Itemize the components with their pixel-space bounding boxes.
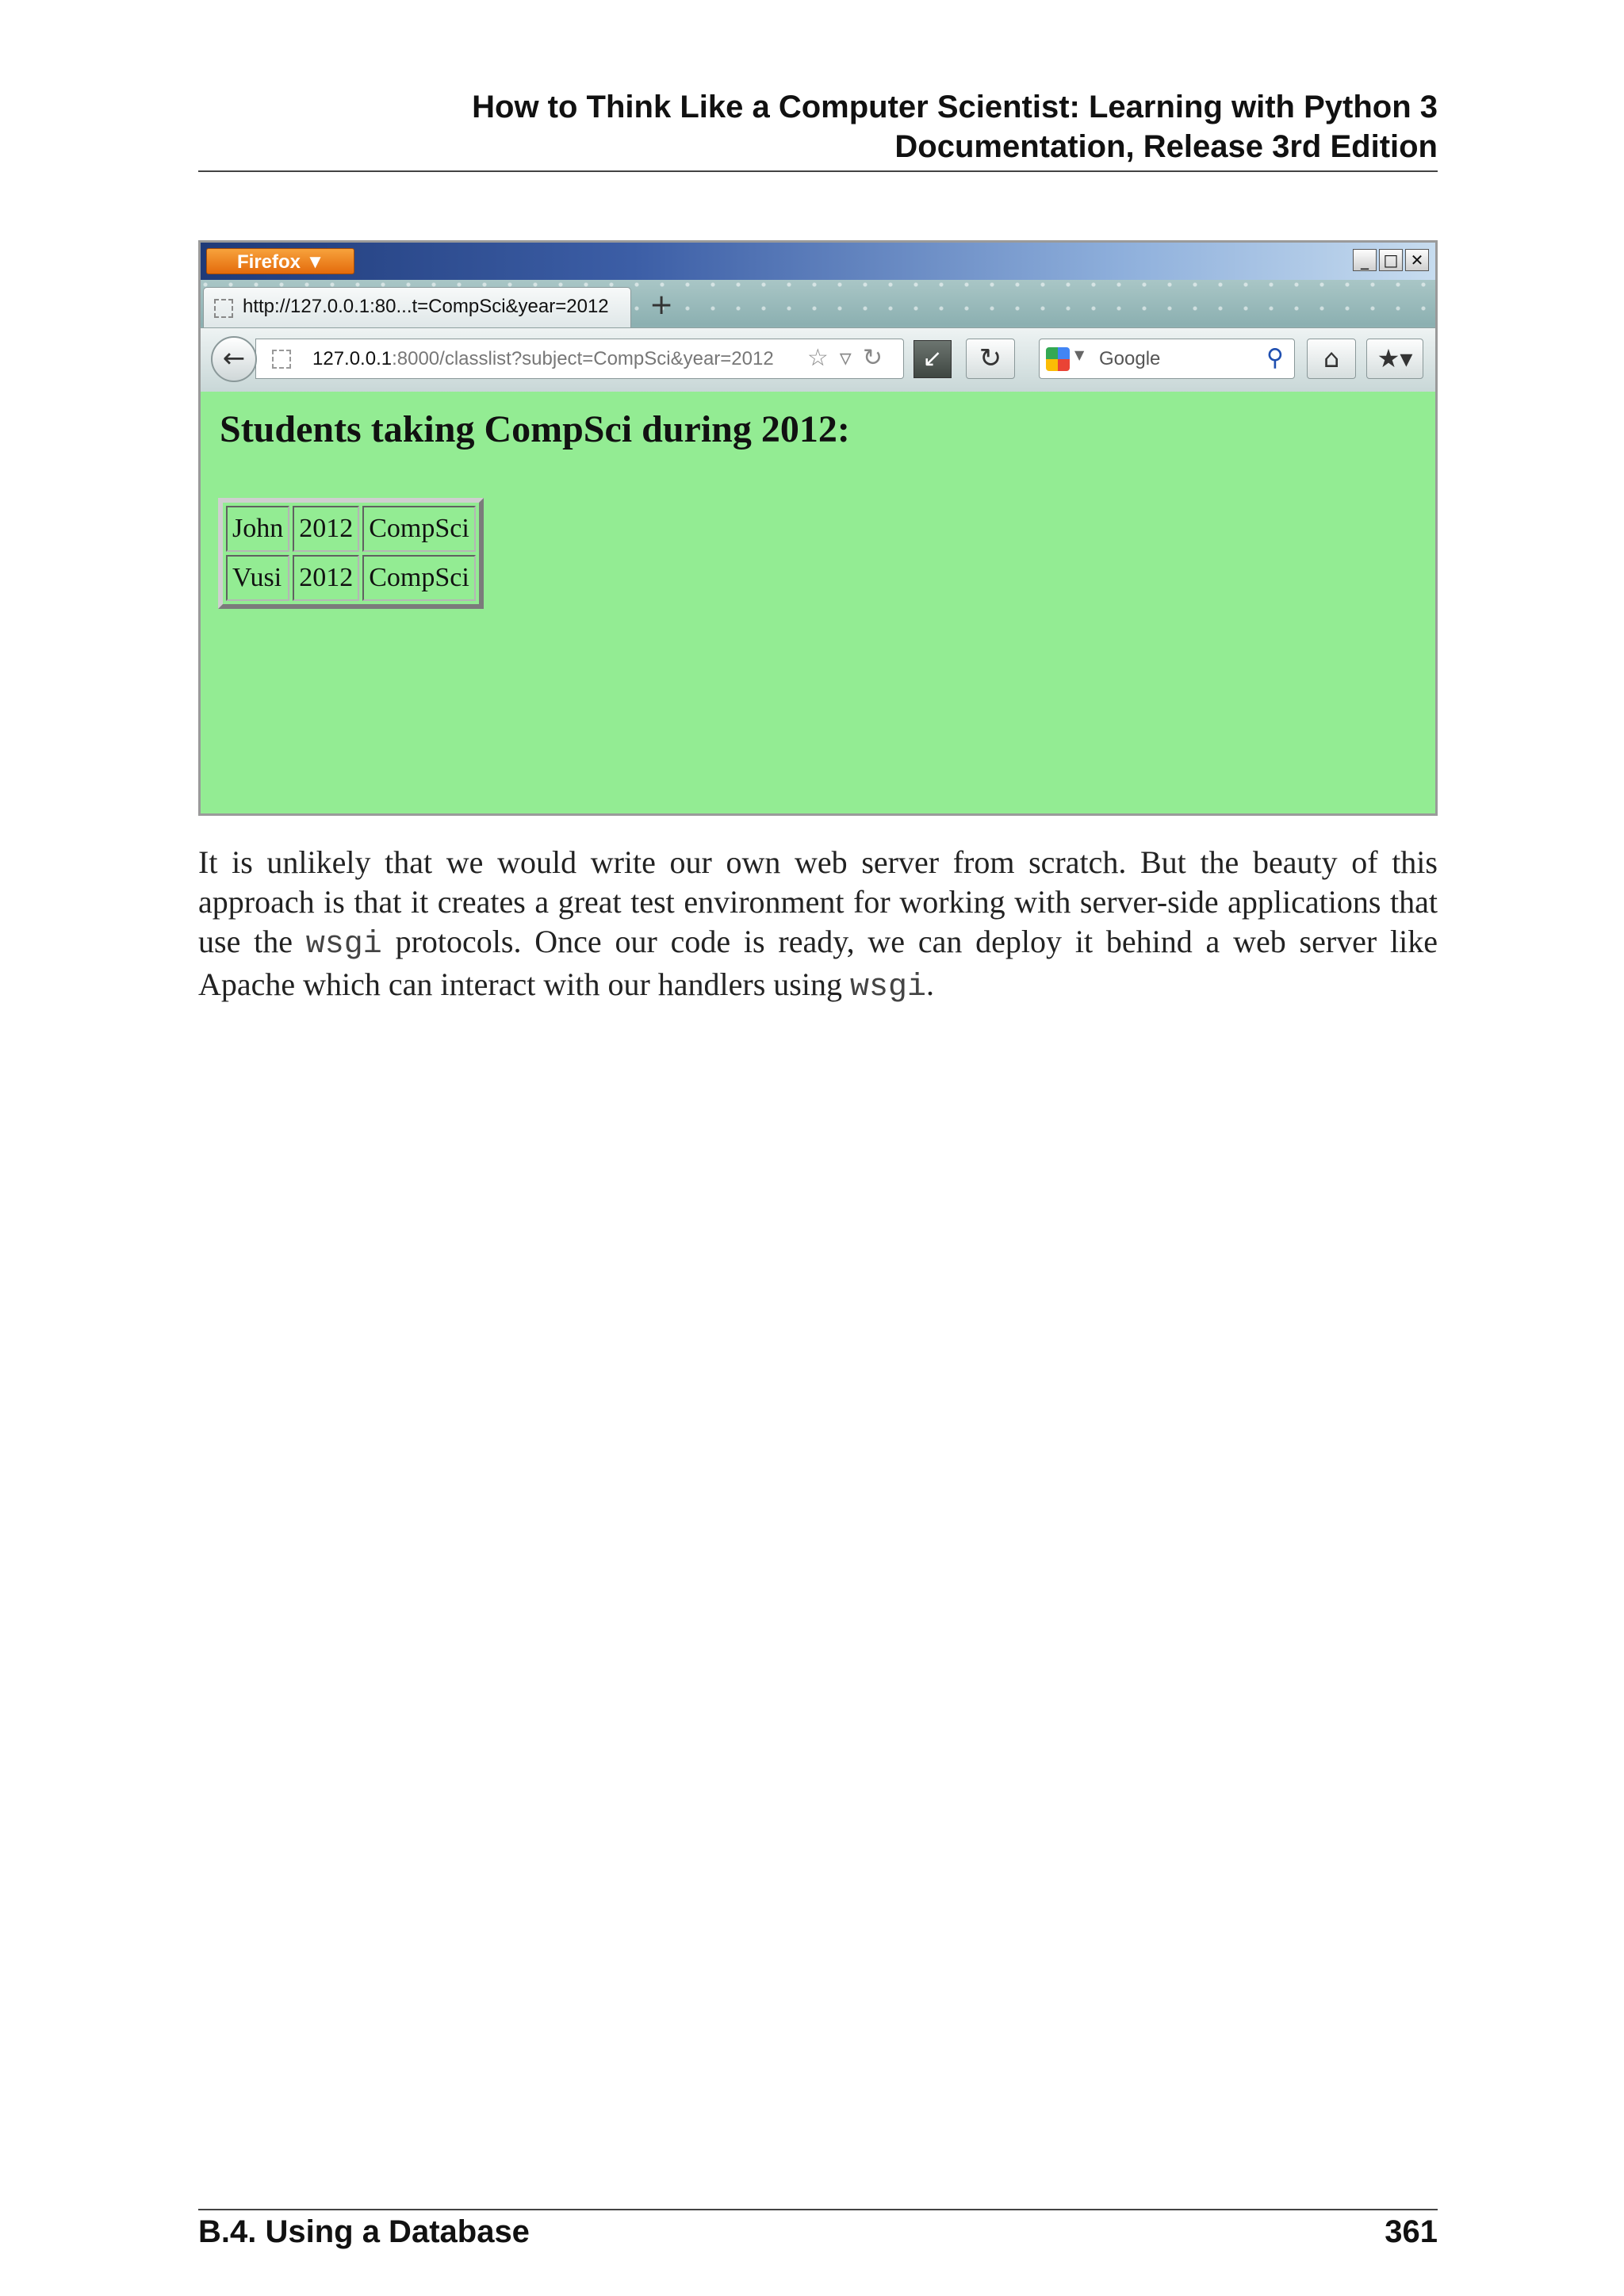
home-icon: ⌂ bbox=[1323, 343, 1340, 373]
magnifier-icon[interactable]: ⚲ bbox=[1266, 344, 1284, 372]
footer-section-title: B.4. Using a Database bbox=[198, 2214, 530, 2249]
tab-title: http://127.0.0.1:80...t=CompSci&year=2012 bbox=[243, 296, 609, 317]
minimize-button[interactable]: _ bbox=[1353, 249, 1377, 271]
table-cell: 2012 bbox=[293, 555, 359, 601]
table-cell: CompSci bbox=[362, 506, 476, 552]
url-host: 127.0.0.1 bbox=[312, 348, 393, 369]
navigation-toolbar bbox=[201, 327, 1435, 394]
running-header-line1: How to Think Like a Computer Scientist: Learning with Python 3 bbox=[472, 90, 1438, 124]
url-favicon-icon bbox=[272, 350, 291, 369]
browser-chrome bbox=[201, 280, 1435, 392]
inline-code: wsgi bbox=[305, 927, 382, 962]
running-header-line2: Documentation, Release 3rd Edition bbox=[894, 129, 1438, 164]
paragraph-text: protocols. Once our code is ready, we can deploy it behind a web server like Apache which can interact with our handlers using bbox=[198, 924, 1438, 1002]
body-paragraph bbox=[198, 843, 1438, 1008]
browser-tab[interactable] bbox=[203, 287, 631, 327]
header-rule bbox=[198, 170, 1438, 172]
reload-icon: ↻ bbox=[979, 342, 1002, 374]
url-path: :8000/classlist?subject=CompSci&year=2012 bbox=[392, 348, 774, 369]
bookmarks-icon: ★▾ bbox=[1377, 343, 1413, 373]
url-reload-icon[interactable]: ↻ bbox=[862, 344, 894, 372]
extension-icon: ↙ bbox=[922, 345, 943, 373]
page-number: 361 bbox=[1385, 2214, 1438, 2249]
paragraph-text: It is unlikely that we would write our own web server from scratch. But the beauty of this approach is that it creates a great test environment for working with server-side applications that use the bbox=[198, 844, 1438, 959]
firefox-menu-button[interactable]: Firefox ▼ bbox=[206, 248, 354, 274]
table-cell: CompSci bbox=[362, 555, 476, 601]
paragraph-text: . bbox=[925, 966, 934, 1002]
inline-code: wsgi bbox=[849, 970, 926, 1005]
table-cell: John bbox=[226, 506, 289, 552]
close-button[interactable]: ✕ bbox=[1405, 249, 1429, 271]
url-bar[interactable] bbox=[255, 339, 904, 379]
reload-button[interactable] bbox=[966, 339, 1015, 379]
url-text bbox=[312, 348, 774, 370]
running-header bbox=[198, 87, 1438, 166]
star-icon[interactable]: ☆ bbox=[806, 344, 840, 372]
back-button[interactable] bbox=[211, 336, 257, 382]
table-cell: Vusi bbox=[226, 555, 289, 601]
maximize-button[interactable]: □ bbox=[1379, 249, 1403, 271]
google-icon bbox=[1046, 347, 1070, 371]
footer-rule bbox=[198, 2209, 1438, 2210]
search-engine-dropdown-icon[interactable]: ▼ bbox=[1074, 347, 1085, 362]
page-content bbox=[201, 392, 1435, 813]
extension-button[interactable] bbox=[914, 340, 952, 378]
browser-titlebar bbox=[201, 243, 1435, 280]
home-button[interactable] bbox=[1307, 339, 1356, 379]
new-tab-button[interactable]: + bbox=[649, 289, 674, 321]
search-bar[interactable] bbox=[1039, 339, 1295, 379]
bookmarks-button[interactable] bbox=[1366, 339, 1423, 379]
dropdown-arrow-icon[interactable]: ▿ bbox=[839, 344, 863, 372]
table-row bbox=[226, 555, 476, 601]
url-bar-icons bbox=[807, 344, 894, 372]
back-arrow-icon: ← bbox=[222, 342, 246, 374]
table-cell: 2012 bbox=[293, 506, 359, 552]
search-input[interactable]: Google bbox=[1099, 348, 1161, 369]
table-row bbox=[226, 506, 476, 552]
page-favicon-icon bbox=[214, 299, 233, 318]
window-controls bbox=[1353, 249, 1429, 271]
page-heading: Students taking CompSci during 2012: bbox=[220, 408, 850, 450]
browser-screenshot bbox=[198, 240, 1438, 816]
student-table bbox=[218, 498, 484, 609]
